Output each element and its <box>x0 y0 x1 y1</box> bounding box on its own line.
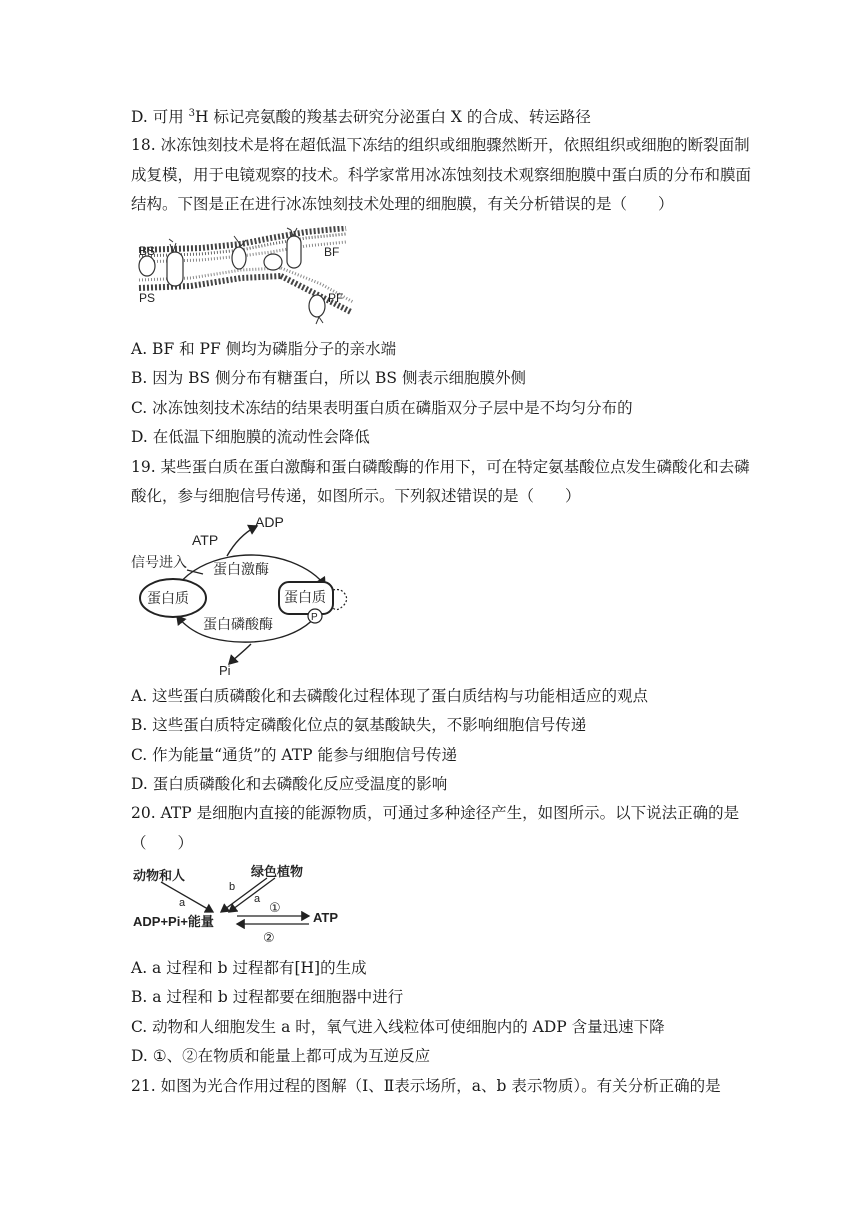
q19-option-a: A. 这些蛋白质磷酸化和去磷酸化过程体现了蛋白质结构与功能相适应的观点 <box>131 687 649 705</box>
q19-option-d: D. 蛋白质磷酸化和去磷酸化反应受温度的影响 <box>131 775 448 793</box>
membrane-figure <box>131 226 361 334</box>
q20-stem-line-1: 20. ATP 是细胞内直接的能源物质，可通过多种途径产生，如图所示。以下说法正确的是 <box>131 804 740 822</box>
kinase-label: 蛋白激酶 <box>213 561 269 577</box>
signal-label: 信号进入 <box>131 554 187 570</box>
ps-label: PS <box>139 291 156 305</box>
q19-stem-line-2: 酸化，参与细胞信号传递，如图所示。下列叙述错误的是（ ） <box>131 487 581 505</box>
bs-label: BS <box>139 244 156 258</box>
q18-option-c: C. 冰冻蚀刻技术冻结的结果表明蛋白质在磷脂双分子层中是不均匀分布的 <box>131 399 633 417</box>
process-b-label: b <box>229 881 236 893</box>
q20-option-d: D. ①、②在物质和能量上都可成为互逆反应 <box>131 1047 431 1065</box>
bf-label: BF <box>324 245 340 259</box>
q18-option-d: D. 在低温下细胞膜的流动性会降低 <box>131 428 370 446</box>
q21-stem: 21. 如图为光合作用过程的图解（Ⅰ、Ⅱ表示场所，a、b 表示物质）。有关分析正确的是 <box>131 1077 721 1095</box>
q20-option-c: C. 动物和人细胞发生 a 时，氧气进入线粒体可使细胞内的 ADP 含量迅速下降 <box>131 1018 665 1036</box>
atp-sources-figure <box>131 860 351 950</box>
adp-label: ADP <box>255 514 284 530</box>
q19-option-b: B. 这些蛋白质特定磷酸化位点的氨基酸缺失，不影响细胞信号传递 <box>131 716 587 734</box>
animals-label: 动物和人 <box>133 868 186 883</box>
pf-label: PF <box>328 291 344 305</box>
plants-label: 绿色植物 <box>251 864 304 879</box>
q20-option-b: B. a 过程和 b 过程都要在细胞器中进行 <box>131 988 404 1006</box>
phosphatase-label: 蛋白磷酸酶 <box>203 616 273 632</box>
q18-option-a: A. BF 和 PF 侧均为磷脂分子的亲水端 <box>131 340 397 358</box>
q18-option-b: B. 因为 BS 侧分布有糖蛋白，所以 BS 侧表示细胞膜外侧 <box>131 369 526 387</box>
q19-stem-line-1: 19. 某些蛋白质在蛋白激酶和蛋白磷酸酶的作用下，可在特定氨基酸位点发生磷酸化和去磷 <box>131 458 750 476</box>
protein-right-label: 蛋白质 <box>284 589 326 605</box>
q20-option-a: A. a 过程和 b 过程都有[H]的生成 <box>131 959 367 977</box>
protein-left-label: 蛋白质 <box>147 590 189 606</box>
phosphorylation-figure <box>131 512 371 680</box>
q18-stem-line-1: 18. 冰冻蚀刻技术是将在超低温下冻结的组织或细胞骤然断开，依照组织或细胞的断裂面制 <box>131 136 750 154</box>
atp-label: ATP <box>192 532 219 548</box>
process-a-right-label: a <box>254 893 261 905</box>
pi-label: Pi <box>219 663 231 678</box>
q17-option-d: D. 可用 $^3$H 标记亮氨酸的羧基去研究分泌蛋白 X 的合成、转运路径 <box>131 108 591 126</box>
q18-stem-line-2: 成复模，用于电镜观察的技术。科学家常用冰冻蚀刻技术观察细胞膜中蛋白质的分布和膜面 <box>131 166 752 184</box>
q19-option-c: C. 作为能量“通货”的 ATP 能参与细胞信号传递 <box>131 746 457 764</box>
reactants-label: ADP+Pi+能量 <box>133 914 214 929</box>
q18-stem-line-3: 结构。下图是正在进行冰冻蚀刻技术处理的细胞膜，有关分析错误的是（ ） <box>131 195 674 213</box>
arrow-2-label: ② <box>263 930 275 945</box>
arrow-1-label: ① <box>269 900 281 915</box>
product-label: ATP <box>313 910 339 925</box>
phosphate-p-label: P <box>311 612 318 623</box>
process-a-left-label: a <box>179 897 186 909</box>
q20-stem-line-2: （ ） <box>131 834 194 852</box>
